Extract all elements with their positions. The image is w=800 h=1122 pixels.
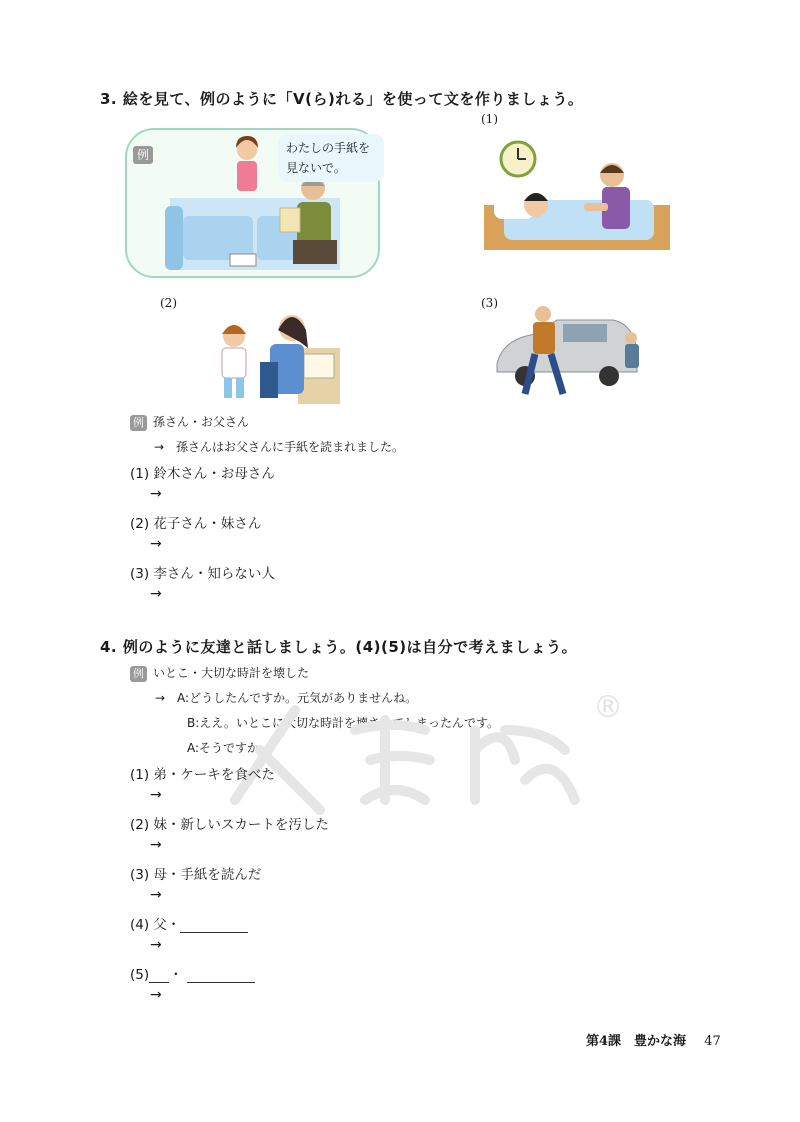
s3-item-2-num: (2) <box>130 516 150 532</box>
s3-item-1-text: 鈴木さん・お母さん <box>153 466 275 482</box>
s3-item-1-num: (1) <box>130 466 150 482</box>
s3-item-1-arrow: → <box>150 486 162 502</box>
s3-item-3-arrow: → <box>150 586 162 602</box>
s4-item-4-blank[interactable] <box>180 918 248 933</box>
s4-dialog-line-1: → A:どうしたんですか。元気がありませんね。 <box>155 691 418 705</box>
s3-item-3-text: 李さん・知らない人 <box>153 566 275 582</box>
s4-item-1 <box>130 763 275 783</box>
s3-item-1 <box>130 462 275 482</box>
s3-item-2-arrow: → <box>150 536 162 552</box>
picture-label-3: (3) <box>481 296 498 310</box>
s3-item-2-text: 花子さん・妹さん <box>153 516 262 532</box>
s4-item-1-text: 弟・ケーキを食べた <box>153 767 275 783</box>
picture-2-girls <box>208 308 340 404</box>
s4-dialog-line-3: A:そうですか。 <box>187 741 272 755</box>
s4-item-4 <box>130 913 248 933</box>
s4-item-4-text: 父・ <box>153 917 181 933</box>
example-badge: 例 <box>133 144 159 164</box>
s3-example-answer: → 孫さんはお父さんに手紙を読まれました。 <box>154 440 405 454</box>
s4-item-5-arrow: → <box>150 987 162 1003</box>
s4-item-2 <box>130 813 329 833</box>
s4-item-5-text: ・ <box>169 967 183 983</box>
s3-example-prompt <box>130 413 249 431</box>
s4-item-5-blank-a[interactable] <box>149 968 169 983</box>
s4-dialog-line-2: B:ええ。いとこに大切な時計を壊されてしまったんです。 <box>187 716 500 730</box>
page-footer <box>586 1030 721 1049</box>
s4-item-4-arrow: → <box>150 937 162 953</box>
footer-lesson: 第4課 豊かな海 <box>586 1034 687 1049</box>
picture-label-1: (1) <box>481 112 498 126</box>
s4-example-prompt-text: いとこ・大切な時計を壊した <box>153 666 310 680</box>
speech-bubble: わたしの手紙を見ないで。 <box>278 134 384 182</box>
s3-item-3-num: (3) <box>130 566 150 582</box>
s4-item-1-arrow: → <box>150 787 162 803</box>
page-number: 47 <box>704 1034 721 1049</box>
s4-item-4-num: (4) <box>130 917 150 933</box>
registered-mark: ® <box>593 690 623 725</box>
picture-label-2: (2) <box>160 296 177 310</box>
s4-item-5 <box>130 963 255 983</box>
s3-item-3 <box>130 562 275 582</box>
s4-example-prompt <box>130 664 309 682</box>
s3-item-2 <box>130 512 261 532</box>
picture-3-car <box>493 304 645 400</box>
s4-item-2-num: (2) <box>130 817 150 833</box>
s3-example-badge: 例 <box>130 415 147 431</box>
publisher-watermark <box>205 690 635 830</box>
s4-item-3-text: 母・手紙を読んだ <box>153 867 262 883</box>
s4-item-5-num: (5) <box>130 967 150 983</box>
s4-item-5-blank-b[interactable] <box>187 968 255 983</box>
s4-example-badge: 例 <box>130 666 147 682</box>
picture-1-sleeping <box>484 135 670 250</box>
s4-item-3-num: (3) <box>130 867 150 883</box>
section3-title: 3. 絵を見て、例のように「V(ら)れる」を使って文を作りましょう。 <box>100 90 584 108</box>
s4-item-2-arrow: → <box>150 837 162 853</box>
s4-item-3-arrow: → <box>150 887 162 903</box>
s4-item-1-num: (1) <box>130 767 150 783</box>
s3-example-prompt-text: 孫さん・お父さん <box>153 415 250 429</box>
s4-item-3 <box>130 863 261 883</box>
section4-title: 4. 例のように友達と話しましょう。(4)(5)は自分で考えましょう。 <box>100 638 578 656</box>
s4-item-2-text: 妹・新しいスカートを汚した <box>153 817 329 833</box>
